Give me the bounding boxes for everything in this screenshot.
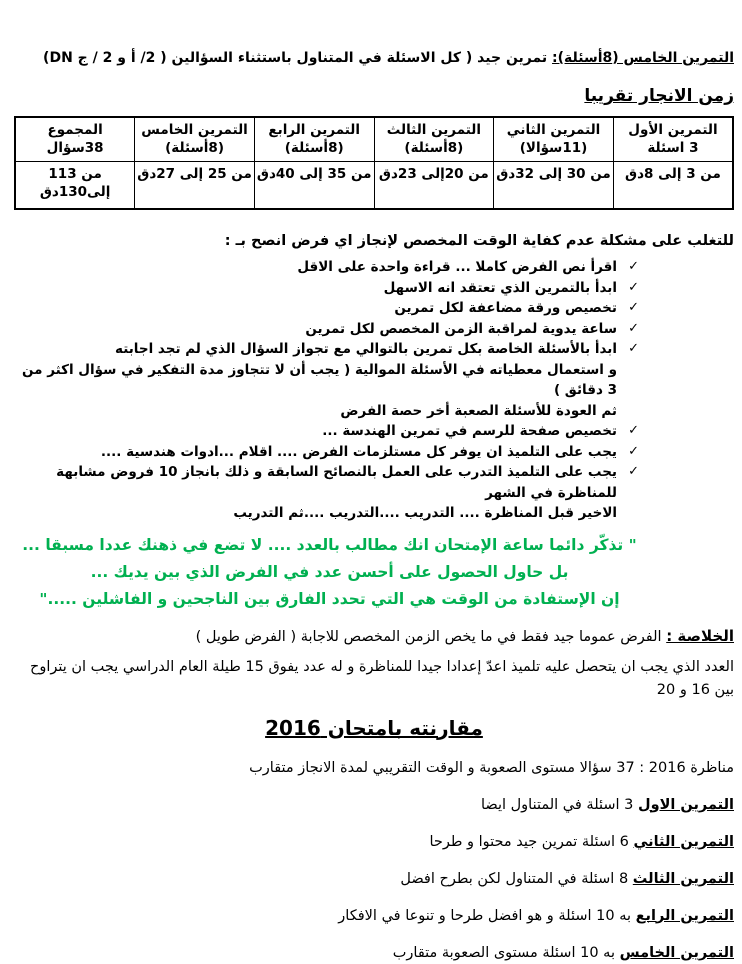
comparison-line-rest: 3 اسئلة في المتناول ايضا	[480, 796, 639, 813]
checkmark-icon: ✓	[628, 423, 639, 438]
table-time-cell: من 20إلى 23دق	[374, 161, 494, 209]
checklist-item	[14, 257, 639, 278]
table-time-cell: من 30 إلى 32دق	[494, 161, 614, 209]
checkmark-icon: ✓	[628, 464, 639, 479]
column-subtitle: (11سؤالا)	[519, 140, 588, 156]
table-header-row	[15, 117, 733, 161]
checklist-item	[14, 442, 639, 463]
grade-note: العدد الذي يجب ان يتحصل عليه تلميذ اعدّ إعدادا جيدا للمناظرة و له عدد يفوق 15 طيلة العام الدراسي يجب ان يتراوح بين 16 و 20	[29, 658, 734, 698]
comparison-line-lead: التمرين الثالث	[632, 870, 734, 887]
comparison-section	[14, 757, 734, 964]
checklist-item-text: يجب على التلميذ ان يوفر كل مستلزمات الفرض .... اقلام ...ادوات هندسية ....	[100, 443, 617, 460]
checklist-item	[14, 503, 639, 524]
checklist-item	[14, 401, 639, 422]
column-subtitle: (8أسئلة)	[165, 140, 224, 156]
checklist-item	[14, 339, 639, 360]
table-time-cell: من 35 إلى 40دق	[254, 161, 374, 209]
checklist-item	[14, 421, 639, 442]
column-title: التمرين الرابع	[268, 122, 360, 138]
checklist-item	[14, 298, 639, 319]
exercise5-assessment-line	[14, 48, 734, 68]
checklist-item	[14, 360, 639, 401]
table-column-header	[15, 117, 135, 161]
conclusion-rest: الفرض عموما جيد فقط في ما يخص الزمن المخصص للاجابة ( الفرض طويل )	[195, 628, 667, 645]
comparison-line-rest: 6 اسئلة تمرين جيد محتوا و طرحا	[429, 833, 634, 850]
checklist-item-text: يجب على التلميذ التدرب على العمل بالنصائح السابقة و ذلك بانجاز 10 فروض مشابهة للمناظرة في الشهر	[56, 464, 617, 501]
comparison-line-lead: التمرين الرابع	[635, 907, 734, 924]
time-table-body	[15, 117, 733, 209]
table-column-header	[613, 117, 733, 161]
comparison-heading: مقارنته بامتحان 2016	[265, 715, 483, 740]
checklist-item-text: الاخير قبل المناظرة .... التدريب ....التدريب ....ثم التدريب	[233, 505, 617, 521]
exercise5-rest: تمرين جيد ( كل الاسئلة في المتناول باستثناء السؤالين ( 2/ أ و 2 / ج DN)	[43, 50, 553, 66]
quote-line: " تذكّر دائما ساعة الإمتحان انك مطالب بالعدد .... لا تضع في ذهنك عددا مسبقا ...	[22, 535, 637, 554]
column-subtitle: 3 اسئلة	[647, 140, 699, 156]
comparison-line-rest: به 10 اسئلة مستوى الصعوبة متقارب	[392, 944, 620, 961]
quote-line: بل حاول الحصول على أحسن عدد في الفرض الذي بين يديك ...	[90, 562, 569, 581]
table-column-header	[494, 117, 614, 161]
checklist-item-text: ابدأ بالأسئلة الخاصة بكل تمرين بالتوالي مع تجواز السؤال الذي لم تجد اجابته	[115, 341, 617, 357]
comparison-line-rest: مناظرة 2016 : 37 سؤالا مستوى الصعوبة و الوقت التقريبي لمدة الانجاز متقارب	[249, 759, 734, 776]
exercise5-lead: التمرين الخامس (8أسئلة):	[552, 50, 734, 66]
comparison-line-lead: التمرين الاول	[638, 796, 734, 813]
column-subtitle: 38سؤال	[46, 140, 104, 156]
comparison-line	[14, 831, 734, 853]
comparison-line	[14, 905, 734, 927]
checklist-item	[14, 462, 639, 503]
column-title: التمرين الثاني	[506, 122, 601, 138]
checklist-item-text: و استعمال معطياته في الأسئلة الموالية ( يجب أن لا تتجاوز مدة التفكير في سؤال اكثر من 3 دقائق )	[22, 361, 617, 398]
checklist-item-text: ابدأ بالتمرين الذي تعتقد انه الاسهل	[383, 279, 617, 296]
comparison-line	[14, 794, 734, 816]
comparison-line-rest: 8 اسئلة في المتناول لكن بطرح افضل	[400, 870, 633, 887]
comparison-line-rest: به 10 اسئلة و هو افضل طرحا و تنوعا في الافكار	[338, 907, 636, 924]
checkmark-icon: ✓	[628, 300, 639, 315]
comparison-line	[14, 942, 734, 964]
checklist-item	[14, 319, 639, 340]
column-title: المجموع	[47, 122, 103, 138]
checklist-item	[14, 278, 639, 299]
column-subtitle: (8أسئلة)	[404, 140, 464, 156]
column-title: التمرين الثالث	[386, 122, 481, 138]
time-heading: زمن الانجار تقريبا	[584, 86, 734, 106]
checklist-item-text: ثم العودة للأسئلة الصعبة أخر حصة الفرض	[340, 402, 617, 419]
advice-checklist	[14, 257, 639, 524]
comparison-line-lead: التمرين الخامس	[619, 944, 734, 961]
column-subtitle: (8أسئلة)	[284, 140, 344, 156]
checkmark-icon: ✓	[628, 341, 639, 356]
checkmark-icon: ✓	[628, 279, 639, 295]
column-title: التمرين الخامس	[141, 122, 248, 138]
checkmark-icon: ✓	[628, 259, 639, 274]
checklist-item-text: ساعة يدوية لمراقبة الزمن المخصص لكل تمرين	[305, 320, 617, 337]
conclusion-lead: الخلاصة :	[666, 626, 734, 645]
checkmark-icon: ✓	[628, 320, 639, 336]
comparison-line	[14, 757, 734, 779]
advice-intro: للتغلب على مشكلة عدم كفاية الوقت المخصص لإنجاز اي فرض انصح بـ :	[224, 233, 734, 249]
time-table	[14, 116, 734, 210]
table-time-cell: من 113 إلى130دق	[15, 161, 135, 209]
table-column-header	[254, 117, 374, 161]
conclusion-line	[14, 625, 734, 648]
table-time-cell: من 3 إلى 8دق	[613, 161, 733, 209]
checklist-item-text: تخصيص صفحة للرسم في تمرين الهندسة ...	[322, 423, 617, 439]
checkmark-icon: ✓	[628, 443, 639, 459]
checklist-item-text: اقرأ نص الفرض كاملا ... قراءة واحدة على الاقل	[297, 259, 617, 275]
motivation-quote	[20, 532, 639, 613]
comparison-line	[14, 868, 734, 890]
table-data-row	[15, 161, 733, 209]
checklist-item-text: تخصيص ورقة مضاعفة لكل تمرين	[394, 300, 617, 316]
table-time-cell: من 25 إلى 27دق	[135, 161, 255, 209]
quote-line: إن الإستفادة من الوقت هي التي تحدد الفارق بين الناجحين و الفاشلين ....."	[39, 589, 620, 608]
column-title: التمرين الأول	[628, 122, 718, 138]
table-column-header	[135, 117, 255, 161]
comparison-line-lead: التمرين الثاني	[633, 833, 734, 850]
table-column-header	[374, 117, 494, 161]
